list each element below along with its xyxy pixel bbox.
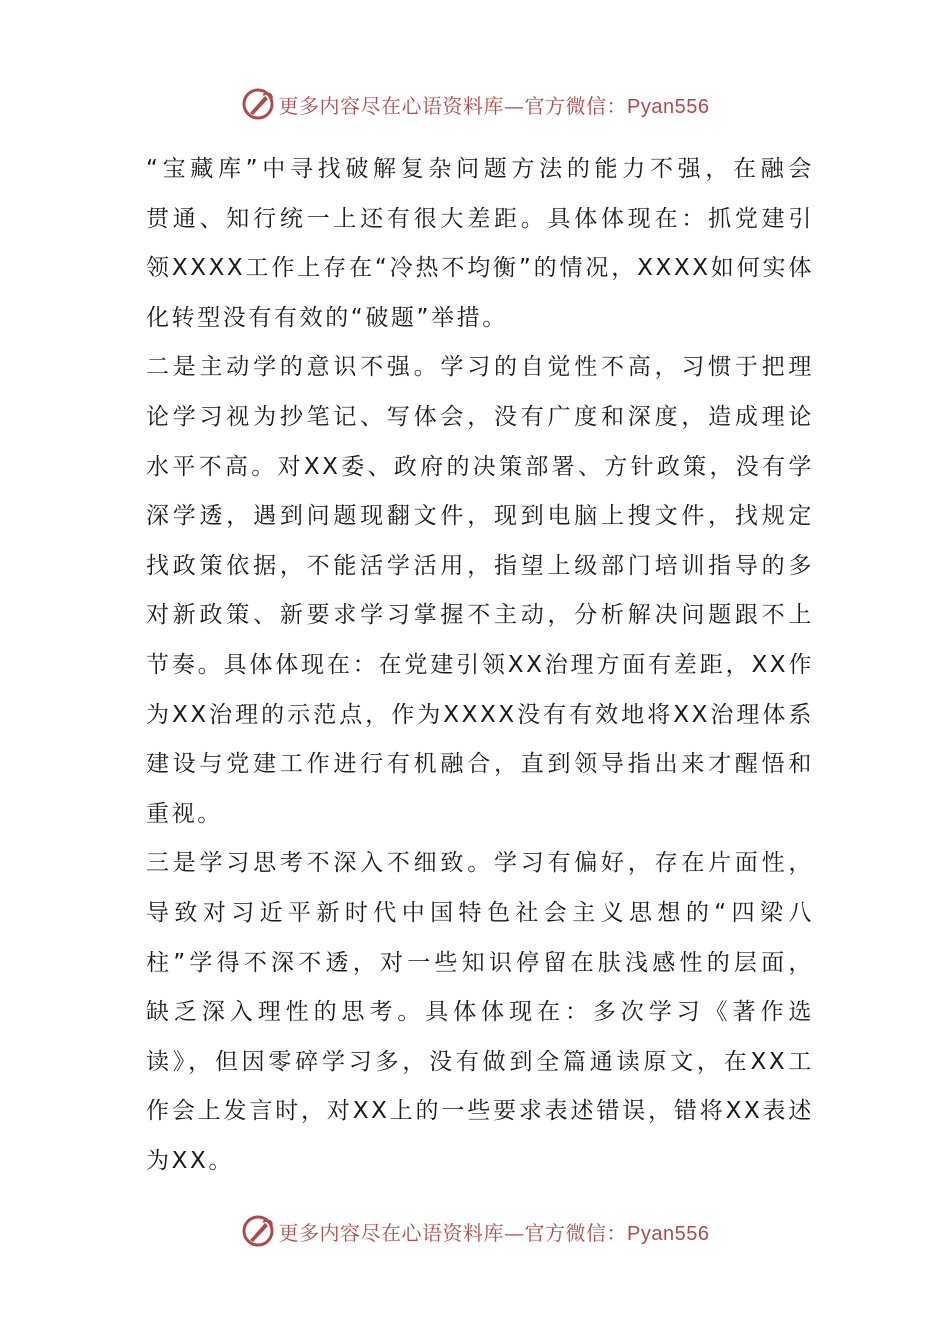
text-line: 水平不高。对XX委、政府的决策部署、方针政策，没有学: [146, 453, 814, 480]
text-line: 论学习视为抄笔记、写体会，没有广度和深度，造成理论: [146, 403, 814, 430]
header-watermark-banner: [0, 82, 950, 126]
text-line: “宝藏库”中寻找破解复杂问题方法的能力不强，在融会: [146, 156, 814, 182]
text-line: 贯通、知行统一上还有很大差距。具体体现在：抓党建引: [146, 205, 814, 232]
wechat-handle: Pyan556: [627, 95, 710, 118]
text-line: 对新政策、新要求学习掌握不主动，分析解决问题跟不上: [146, 602, 814, 629]
text-line: 为XX。: [146, 1147, 234, 1174]
footer-watermark-text: 更多内容尽在心语资料库—官方微信：Pyan556: [278, 1220, 710, 1245]
text-line: 作会上发言时，对XX上的一些要求表述错误，错将XX表述: [146, 1098, 814, 1125]
text-line: 化转型没有有效的“破题”举措。: [146, 304, 508, 331]
text-line: 重视。: [146, 800, 223, 827]
text-line: 三是学习思考不深入不细致。学习有偏好，存在片面性，: [146, 850, 814, 877]
footer-watermark-banner: [0, 1209, 950, 1253]
text-line: 找政策依据，不能活学活用，指望上级部门培训指导的多: [146, 552, 814, 579]
quill-pen-logo-icon: [241, 1214, 275, 1248]
text-line: 柱”学得不深不透，对一些知识停留在肤浅感性的层面，: [146, 949, 814, 976]
text-line: 深学透，遇到问题现翻文件，现到电脑上搜文件，找规定: [146, 503, 814, 530]
text-line: 二是主动学的意识不强。学习的自觉性不高，习惯于把理: [146, 354, 814, 381]
wechat-handle: Pyan556: [627, 1222, 710, 1245]
text-line: 缺乏深入理性的思考。具体体现在：多次学习《著作选: [146, 999, 814, 1026]
text-line: 为XX治理的示范点，作为XXXX没有有效地将XX治理体系: [146, 701, 814, 728]
header-watermark-text: 更多内容尽在心语资料库—官方微信：Pyan556: [278, 93, 710, 118]
text-line: 领XXXX工作上存在“冷热不均衡”的情况，XXXX如何实体: [146, 255, 814, 282]
text-line: 读》，但因零碎学习多，没有做到全篇通读原文，在XX工: [146, 1048, 814, 1075]
text-line: 节奏。具体体现在：在党建引领XX治理方面有差距，XX作: [146, 651, 814, 678]
document-body: [146, 145, 814, 1186]
text-line: 建设与党建工作进行有机融合，直到领导指出来才醒悟和: [146, 751, 814, 778]
quill-pen-logo-icon: [241, 87, 275, 121]
text-line: 导致对习近平新时代中国特色社会主义思想的“四梁八: [146, 899, 814, 926]
